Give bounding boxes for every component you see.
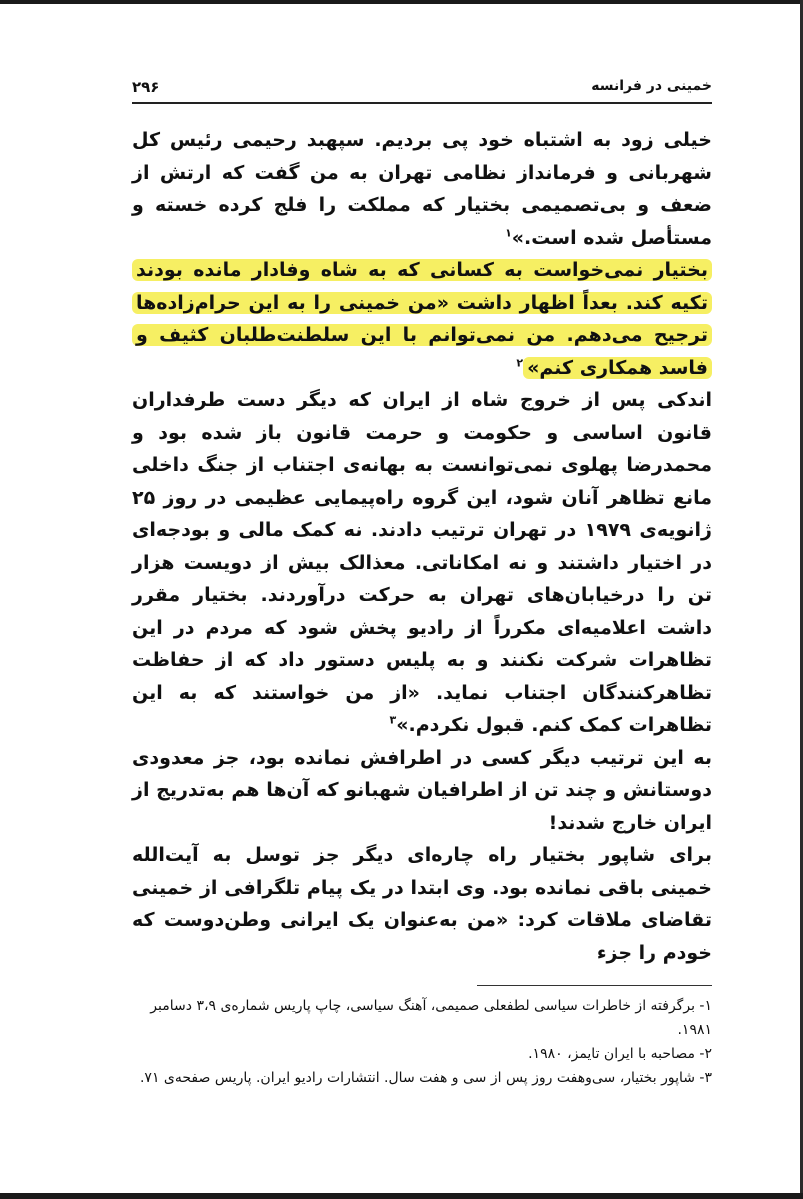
footnote-ref: ۱ — [505, 226, 512, 240]
footnote-divider — [477, 985, 712, 986]
highlighted-text: بختیار نمی‌خواست به کسانی که به شاه وفادار مانده بودند تکیه کند. بعداً اظهار داشت «من خمینی را به این حرام‌زاده‌ها ترجیح می‌دهم. من نمی‌توانم با این سلطنت‌طلبان کثیف و فاسد همکاری کنم» — [132, 259, 712, 379]
scan-border-top — [0, 0, 803, 4]
paragraph: به این ترتیب دیگر کسی در اطرافش نمانده بود، جز معدودی دوستانش و چند تن از اطرافیان شهبانو که آن‌ها هم به‌تدریج از ایران خارج شدند! — [132, 746, 712, 834]
paragraph: برای شاپور بختیار راه چاره‌ای دیگر جز توسل به آیت‌الله خمینی باقی نمانده بود. وی ابتدا در یک پیام تلگرافی از خمینی تقاضای ملاقات کرد: «من به‌عنوان یک ایرانی وطن‌دوست که خودم را جزء — [132, 844, 712, 964]
page-number: ۲۹۶ — [132, 78, 160, 96]
paragraph: خیلی زود به اشتباه خود پی بردیم. سپهبد رحیمی رئیس کل شهربانی و فرمانداز نظامی تهران به من گفت که ارتش از ضعف و بی‌تصمیمی بختیار که مملکت را فلج کرده خسته و مستأصل شده است.»$^۱$ — [132, 129, 712, 249]
footnote-ref: ۳ — [389, 713, 397, 727]
running-header — [132, 72, 712, 104]
footnote: ۲- مصاحبه با ایران تایمز، ۱۹۸۰. — [528, 1046, 712, 1062]
footnotes — [132, 994, 712, 1090]
scan-border-bottom — [0, 1193, 803, 1199]
chapter-title: خمینی در فرانسه — [591, 78, 712, 94]
paragraph: اندکی پس از خروج شاه از ایران که دیگر دست طرفداران قانون اساسی و حکومت و حرمت قانون باز شده بود و محمدرضا پهلوی نمی‌توانست به بهانه‌ی اجتناب از جنگ داخلی مانع تظاهر آنان شود، این گروه راه‌پیمایی عظیمی در روز ۲۵ ژانویه‌ی ۱۹۷۹ در تهران ترتیب دادند. نه کمک مالی و بودجه‌ای در اختیار داشتند و نه امکاناتی. معذالک بیش از دویست هزار تن را درخیابان‌های تهران به حرکت درآوردند. بختیار مقرر داشت اعلامیه‌ای مکرراً از رادیو پخش شود که مردم در این تظاهرات شرکت نکنند و به پلیس دستور داد که از حفاظت تظاهرکنندگان اجتناب نماید. «از من خواستند که به این تظاهرات کمک کنم. قبول نکردم.»$^۳$ — [132, 389, 712, 736]
highlighted-paragraph — [132, 254, 712, 384]
main-text — [132, 124, 712, 969]
footnote: ۱- برگرفته از خاطرات سیاسی لطفعلی صمیمی، آهنگ سیاسی، چاپ پاریس شماره‌ی ۳،۹ دسامبر ۱۹۸۱. — [150, 998, 712, 1038]
footnote-ref: ۲ — [516, 356, 524, 370]
book-page — [132, 72, 712, 1086]
footnote: ۳- شاپور بختیار، سی‌وهفت روز پس از سی و هفت سال. انتشارات رادیو ایران. پاریس صفحه‌ی ۷۱. — [139, 1070, 712, 1086]
